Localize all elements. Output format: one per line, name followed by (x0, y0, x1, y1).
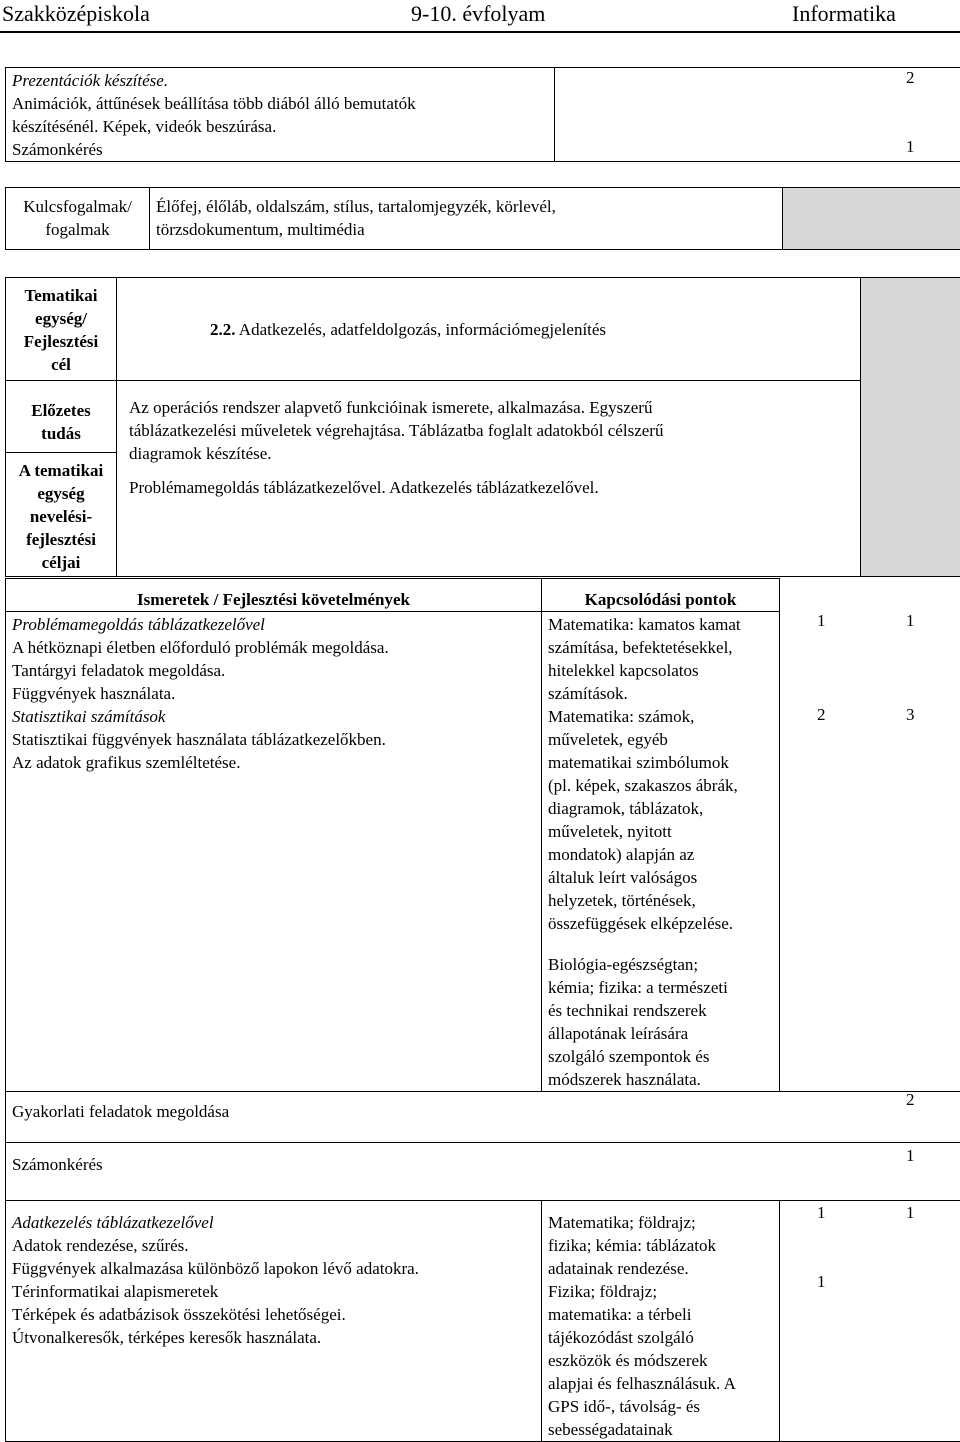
unit-title-cell (117, 278, 861, 381)
prior-text-3: diagramok készítése. (129, 442, 860, 465)
assessment-row (6, 1143, 780, 1201)
req-s12-left (6, 612, 542, 1092)
s4-link-line: sebességadatainak (548, 1418, 779, 1441)
req-s34-links (542, 1201, 780, 1442)
s3-line-1: Adatok rendezése, szűrés. (12, 1234, 541, 1257)
s4-link-line: alapjai és felhasználásuk. A (548, 1372, 779, 1395)
s2-links (548, 705, 779, 935)
req-head-left: Ismeretek / Fejlesztési követelmények (6, 579, 542, 612)
s34-hours-cell (780, 1201, 960, 1442)
s2-link-line: Matematika: számok, (548, 705, 779, 728)
s4-link-line: eszközök és módszerek (548, 1349, 779, 1372)
header-rule (0, 31, 960, 33)
top-hours-1: 2 (906, 68, 915, 88)
unit-label-2: egység/ (6, 307, 116, 330)
s2-link-line: (pl. képek, szakaszos ábrák, (548, 774, 779, 797)
s1-line-2: Tantárgyi feladatok megoldása. (12, 659, 541, 682)
key-concepts-grey (783, 188, 960, 250)
s2-link-line: matematikai szimbólumok (548, 751, 779, 774)
goals-label-4: fejlesztési (6, 528, 116, 551)
header-grade: 9-10. évfolyam (411, 0, 545, 28)
s3-hours-1: 1 (817, 1203, 826, 1223)
s2-line-2: Az adatok grafikus szemléltetése. (12, 751, 541, 774)
s1-link-line: számítások. (548, 682, 779, 705)
s4-links (548, 1280, 779, 1441)
practice-row (6, 1092, 780, 1143)
s4-link-line: Fizika; földrajz; (548, 1280, 779, 1303)
practice-hours: 2 (906, 1090, 915, 1110)
unit-title-text: Adatkezelés, adatfeldolgozás, információmegjelenítés (236, 320, 607, 339)
prior-label (6, 381, 117, 453)
s2-link-line: összefüggések elképzelése. (548, 912, 779, 935)
s1-link-line: számítása, befektetésekkel, (548, 636, 779, 659)
unit-number: 2.2. (210, 320, 236, 339)
s3-line-2: Függvények alkalmazása különböző lapokon lévő adatokra. (12, 1257, 541, 1280)
assessment-label: Számonkérés (12, 1153, 780, 1176)
unit-grey (861, 278, 960, 577)
goals-label-3: nevelési- (6, 505, 116, 528)
top-line-2: Animációk, áttűnések beállítása több diából álló bemutatók (12, 92, 548, 115)
prior-label-1: Előzetes (6, 399, 116, 422)
prior-text-1: Az operációs rendszer alapvető funkcióinak ismerete, alkalmazása. Egyszerű (129, 396, 860, 419)
s2-link-line: diagramok, táblázatok, (548, 797, 779, 820)
s2-link2-line: állapotának leírására (548, 1022, 779, 1045)
goals-label (6, 453, 117, 577)
key-concepts-table (5, 187, 960, 250)
s3-link-line: adatainak rendezése. (548, 1257, 779, 1280)
s2-title: Statisztikai számítások (12, 705, 541, 728)
s2-line-1: Statisztikai függvények használata táblázatkezelőkben. (12, 728, 541, 751)
prior-text-2: táblázatkezelési műveletek végrehajtása. Táblázatba foglalt adatokból célszerű (129, 419, 860, 442)
top-hours-assessment: 1 (906, 137, 915, 157)
req-s34-left (6, 1201, 542, 1442)
header-school: Szakközépiskola (2, 0, 150, 28)
s3-title: Adatkezelés táblázatkezelővel (12, 1211, 541, 1234)
s1-hours-1: 1 (817, 611, 826, 631)
unit-label-1: Tematikai (6, 284, 116, 307)
header-subject: Informatika (792, 0, 896, 28)
s4-link-line: tájékozódást szolgáló (548, 1326, 779, 1349)
unit-title (210, 318, 860, 341)
unit-label-3: Fejlesztési (6, 330, 116, 353)
top-block-content (6, 68, 555, 162)
key-concepts-label-1: Kulcsfogalmak/ (6, 195, 149, 218)
key-concepts-text-1: Élőfej, élőláb, oldalszám, stílus, tartalomjegyzék, körlevél, (156, 195, 776, 218)
s1-link-line: Matematika: kamatos kamat (548, 613, 779, 636)
s1-title: Problémamegoldás táblázatkezelővel (12, 613, 541, 636)
prior-label-2: tudás (6, 422, 116, 445)
s4-hours-1: 1 (817, 1272, 826, 1292)
s2-hours-2: 3 (906, 705, 915, 725)
s2-link2-line: kémia; fizika: a természeti (548, 976, 779, 999)
s2-link-line: műveletek, egyéb (548, 728, 779, 751)
goals-text: Problémamegoldás táblázatkezelővel. Adatkezelés táblázatkezelővel. (129, 476, 860, 499)
top-assessment: Számonkérés (12, 138, 548, 161)
goals-label-1: A tematikai (6, 459, 116, 482)
s1-links (548, 613, 779, 705)
key-concepts-label (6, 188, 150, 250)
s2-link-line: műveletek, nyitott (548, 820, 779, 843)
top-line-3: készítésénél. Képek, videók beszúrása. (12, 115, 548, 138)
s2-link2-line: és technikai rendszerek (548, 999, 779, 1022)
s1-link-line: hitelekkel kapcsolatos (548, 659, 779, 682)
s1-line-3: Függvények használata. (12, 682, 541, 705)
s2-link-line: általuk leírt valóságos (548, 866, 779, 889)
unit-label (6, 278, 117, 381)
practice-label: Gyakorlati feladatok megoldása (12, 1100, 780, 1123)
prior-goals-cell (117, 381, 861, 577)
s4-line-2: Útvonalkeresők, térképes keresők használata. (12, 1326, 541, 1349)
top-line-1: Prezentációk készítése. (12, 69, 548, 92)
unit-label-4: cél (6, 353, 116, 376)
s3-links (548, 1211, 779, 1280)
s3-link-line: fizika; kémia: táblázatok (548, 1234, 779, 1257)
top-block-hours (555, 68, 960, 162)
page-header (0, 0, 960, 28)
s4-link-line: GPS idő-, távolság- és (548, 1395, 779, 1418)
s2-link2-line: Biológia-egészségtan; (548, 953, 779, 976)
goals-label-2: egység (6, 482, 116, 505)
unit-table (5, 277, 960, 577)
top-block-table (5, 67, 960, 162)
s1-hours-2: 1 (906, 611, 915, 631)
s4-link-line: matematika: a térbeli (548, 1303, 779, 1326)
goals-label-5: céljai (6, 551, 116, 574)
s2-links-2 (548, 953, 779, 1091)
assessment-hours: 1 (906, 1146, 915, 1166)
req-head-right: Kapcsolódási pontok (542, 579, 780, 612)
s1-line-1: A hétköznapi életben előforduló problémák megoldása. (12, 636, 541, 659)
key-concepts-label-2: fogalmak (6, 218, 149, 241)
key-concepts-text (150, 188, 783, 250)
s2-hours-1: 2 (817, 705, 826, 725)
s4-title: Térinformatikai alapismeretek (12, 1280, 541, 1303)
s2-link2-line: módszerek használata. (548, 1068, 779, 1091)
assessment-hours-cell (780, 1143, 960, 1201)
key-concepts-text-2: törzsdokumentum, multimédia (156, 218, 776, 241)
s2-link-line: mondatok) alapján az (548, 843, 779, 866)
s3-link-line: Matematika; földrajz; (548, 1211, 779, 1234)
s2-link-line: helyzetek, történések, (548, 889, 779, 912)
s3-hours-2: 1 (906, 1203, 915, 1223)
practice-hours-cell (780, 1092, 960, 1143)
req-s12-links (542, 612, 780, 1092)
s2-link2-line: szolgáló szempontok és (548, 1045, 779, 1068)
s4-line-1: Térképek és adatbázisok összekötési lehetőségei. (12, 1303, 541, 1326)
req-hours-col (780, 579, 960, 1092)
